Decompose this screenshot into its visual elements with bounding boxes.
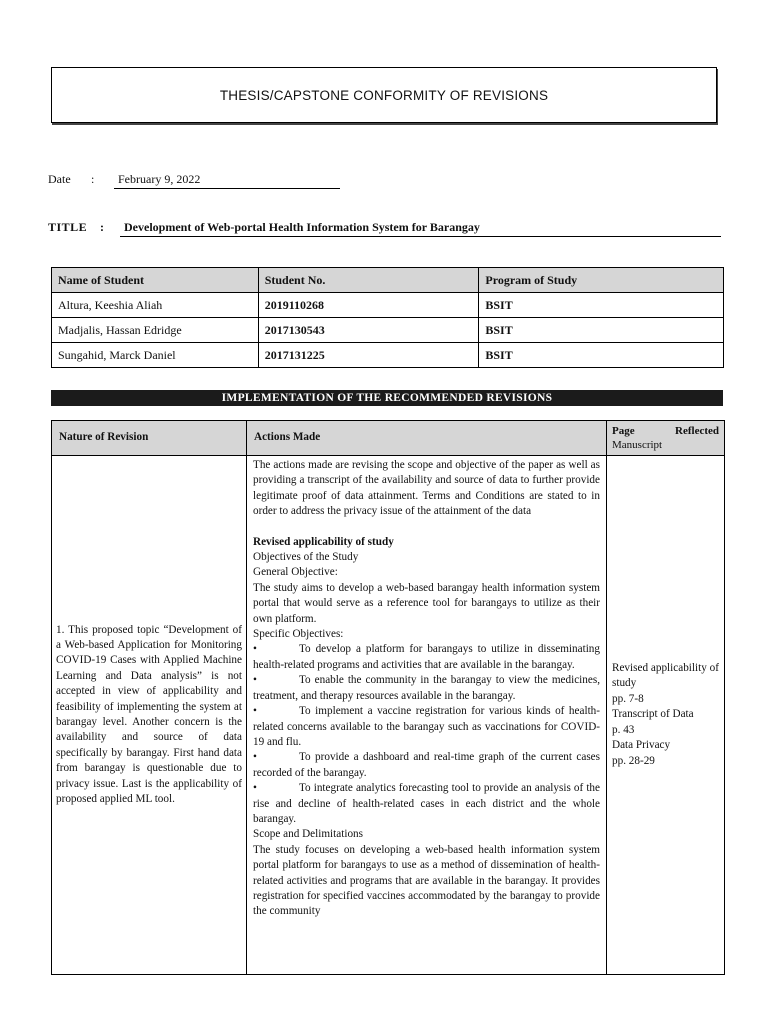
student-program: BSIT [479, 343, 724, 368]
header-name-of-student: Name of Student [52, 268, 259, 293]
header-page-reflected [607, 421, 725, 456]
page-ref-pages-1: pp. 7-8 [612, 692, 644, 705]
date-label: Date [48, 172, 71, 186]
general-objective-text: The study aims to develop a web-based barangay health information system portal that would serve as a reference tool for barangays to utilize as their own platform. [253, 581, 600, 625]
student-number: 2017130543 [258, 318, 479, 343]
title-colon: : [100, 220, 104, 234]
students-header-row [52, 268, 724, 293]
bullet-marker: • [253, 705, 257, 718]
page-reflected-cell [607, 456, 725, 975]
revised-applicability-heading: Revised applicability of study [253, 535, 394, 548]
student-program: BSIT [479, 318, 724, 343]
bullet-marker: • [253, 674, 257, 687]
header-program-of-study: Program of Study [479, 268, 724, 293]
actions-intro: The actions made are revising the scope and objective of the paper as well as providing a transcript of the availability and source of data to further provide legitimate proof of data attainment. Terms and Conditions are stated to in order to address the privacy issue of the attainment of the data [253, 459, 600, 518]
student-name: Sungahid, Marck Daniel [52, 343, 259, 368]
header-page-reflected-line2: Manuscript [612, 439, 663, 451]
date-value: February 9, 2022 [114, 172, 340, 189]
specific-objectives-heading: Specific Objectives: [253, 628, 344, 641]
bullet-marker: • [253, 782, 257, 795]
student-number: 2019110268 [258, 293, 479, 318]
page-ref-pages-2: p. 43 [612, 723, 635, 736]
revisions-table [51, 420, 725, 975]
table-row [52, 343, 724, 368]
scope-text: The study focuses on developing a web-based health information system portal platform for barangays to use as a method of dissemination of health-related activities and programs that are available in the barangay. It provides registration for specified vaccines accommodated by the barangay to provide the community [253, 843, 600, 918]
header-actions-made: Actions Made [247, 421, 607, 456]
header-page-reflected-line1: Page Reflected [612, 425, 719, 437]
bullet-text: To enable the community in the barangay to view the medicines, treatment, and therapy resources available in the barangay. [253, 674, 600, 702]
header-student-no: Student No. [258, 268, 479, 293]
page-ref-privacy: Data Privacy [612, 739, 671, 752]
list-item [253, 704, 600, 750]
table-row [52, 318, 724, 343]
title-label: TITLE [48, 220, 88, 234]
list-item [253, 750, 600, 781]
table-row [52, 456, 725, 975]
header-nature-of-revision: Nature of Revision [52, 421, 247, 456]
student-program: BSIT [479, 293, 724, 318]
bullet-text: To develop a platform for barangays to utilize in disseminating health-related programs and activities that are available in the barangay. [253, 643, 600, 671]
student-name: Altura, Keeshia Aliah [52, 293, 259, 318]
nature-of-revision-text: 1. This proposed topic “Development of a Web-based Application for Monitoring COVID-19 Cases with Applied Machine Learning and Data analysis” is not accepted in view of applicability and feasibility of implementing the system at barangay level. Another concern is the availability and source of data specifically by barangay. First hand data from barangay is questionable due to privacy issue. Last is the applicability of proposed applied ML tool. [56, 623, 242, 806]
bullet-text: To provide a dashboard and real-time graph of the current cases recorded of the barangay. [253, 751, 600, 779]
document-title: THESIS/CAPSTONE CONFORMITY OF REVISIONS [219, 87, 549, 103]
date-colon: : [91, 172, 95, 186]
general-objective-heading: General Objective: [253, 566, 338, 579]
actions-made-cell [247, 456, 607, 975]
list-item [253, 781, 600, 827]
page-ref-revised: Revised applicability of study [612, 662, 719, 690]
table-row [52, 293, 724, 318]
student-number: 2017131225 [258, 343, 479, 368]
scope-heading: Scope and Delimitations [253, 828, 363, 841]
bullet-text: To implement a vaccine registration for various kinds of health-related concerns available to the barangay such as vaccinations for COVID-19 and flu. [253, 705, 600, 748]
document-title-box [51, 67, 717, 123]
implementation-banner: IMPLEMENTATION OF THE RECOMMENDED REVISIONS [51, 390, 723, 406]
thesis-title-value: Development of Web-portal Health Information System for Barangay [120, 220, 721, 237]
bullet-text: To integrate analytics forecasting tool to provide an analysis of the rise and decline of health-related cases in each district and the whole barangay. [253, 782, 600, 825]
objectives-heading: Objectives of the Study [253, 551, 359, 564]
nature-of-revision-cell [52, 456, 247, 975]
student-name: Madjalis, Hassan Edridge [52, 318, 259, 343]
list-item [253, 673, 600, 704]
page-ref-transcript: Transcript of Data [612, 708, 694, 721]
bullet-marker: • [253, 751, 257, 764]
list-item [253, 642, 600, 673]
page-ref-pages-3: pp. 28-29 [612, 754, 655, 767]
revisions-header-row [52, 421, 725, 456]
bullet-marker: • [253, 643, 257, 656]
students-table [51, 267, 724, 368]
